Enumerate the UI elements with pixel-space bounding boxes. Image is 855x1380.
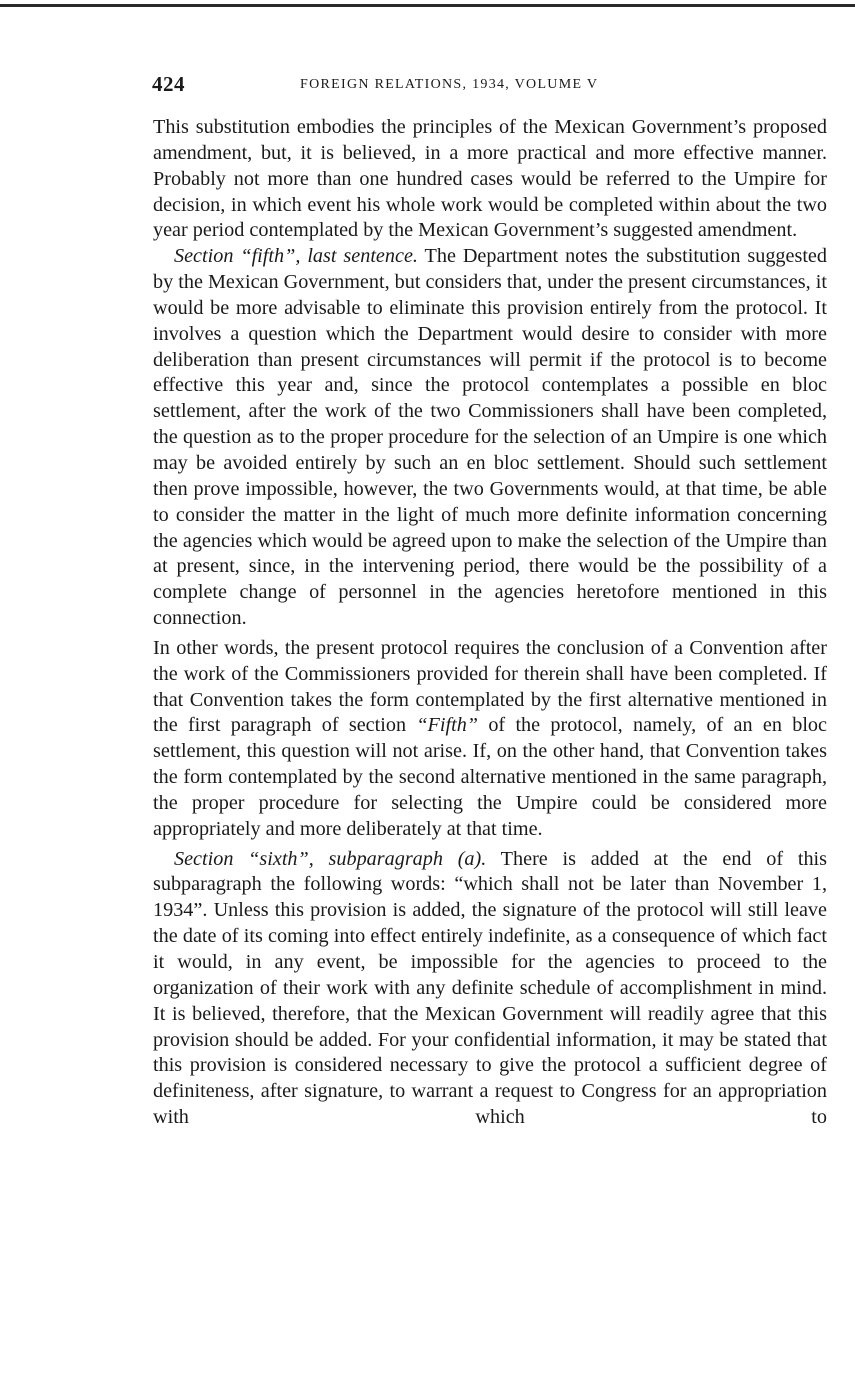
paragraph-text: of the protocol, namely, of an en bloc settlement, this question will not arise. If, on the other hand, that Convention takes the form contemplated by the second alternative mentioned in the same paragraph, the proper procedure for selecting the Umpire could be considered more appropriately and more deliberately at that time. (153, 714, 827, 840)
running-head (152, 72, 827, 100)
section-heading-fifth: Section “fifth”, last sentence. (174, 245, 418, 268)
paragraph-text: This substitution embodies the principles of the Mexican Government’s proposed amendment, but, it is believed, in a more practical and more effective manner. Probably not more than one hundred cases would be referred to the Umpire for decision, in which event his whole work would be completed within about the two year period contemplated by the Mexican Government’s suggested amendment. (153, 116, 827, 242)
page-number: 424 (152, 72, 185, 96)
paragraph-substitution (153, 115, 827, 244)
section-reference-fifth: “Fifth” (416, 714, 479, 737)
paragraph-text: The Department notes the substitution suggested by the Mexican Government, but considers that, under the present circumstances, it would be more advisable to eliminate this provision entirely from the protocol. It involves a question which the Department would desire to consider with more deliberation than present circumstances will permit if the protocol is to become effective this year and, since the protocol contemplates a possible en bloc settlement, after the work of the two Commissioners shall have been completed, the question as to the proper procedure for the selection of an Umpire is one which may be avoided entirely by such an en bloc settlement. Should such settlement then prove impossible, however, the two Governments would, at that time, be able to consider the matter in the light of much more definite information concerning the agencies which would be agreed upon to make the selection of the Umpire than at present, since, in the intervening period, there would be the possibility of a complete change of personnel in the agencies heretofore mentioned in this connection. (153, 245, 827, 630)
running-head-title: FOREIGN RELATIONS, 1934, VOLUME V (300, 77, 599, 92)
top-border-rule (0, 4, 855, 7)
paragraph-section-sixth (153, 847, 827, 1131)
paragraph-text: There is added at the end of this subparagraph the following words: “which shall not be later than November 1, 1934”. Unless this provision is added, the signature of the protocol will still leave the date of its coming into effect entirely indefinite, as a consequence of which fact it would, in any event, be impossible for the agencies to proceed to the organization of their work with any definite schedule of accomplishment in mind. It is believed, therefore, that the Mexican Government will readily agree that this provision should be added. For your confidential information, it may be stated that this provision is considered necessary to give the protocol a sufficient degree of definiteness, after signature, to warrant a request to Congress for an appropriation with which to (153, 847, 828, 1129)
paragraph-in-other-words (153, 636, 827, 843)
section-heading-sixth: Section “sixth”, subparagraph (a). (174, 847, 487, 870)
paragraph-section-fifth (153, 244, 827, 632)
body-text (153, 115, 827, 1131)
paragraph-text: In other words, the present protocol requires the conclusion of a Convention after the work of the Commissioners provided for therein shall have been completed. If that Convention takes the form contemplated by the first alternative mentioned in the first paragraph of section (153, 636, 827, 737)
